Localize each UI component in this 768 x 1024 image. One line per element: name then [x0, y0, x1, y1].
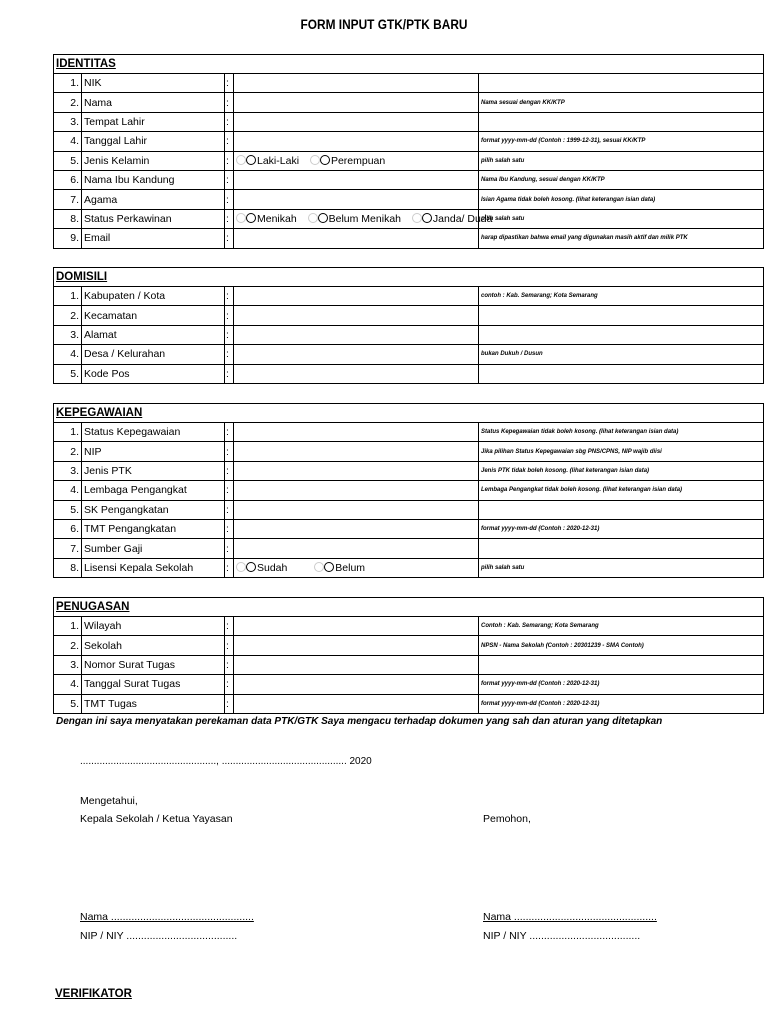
radio-label: Laki-Laki: [257, 154, 300, 167]
field-note: [479, 364, 764, 383]
radio-label: Menikah: [257, 212, 297, 225]
radio-menikah[interactable]: [236, 210, 297, 228]
row-number: 4.: [54, 345, 82, 364]
radio-shadow-icon: [314, 562, 324, 572]
field-label: Lembaga Pengangkat: [82, 481, 225, 500]
field-label: Status Kepegawaian: [82, 423, 225, 442]
nama-ibu-field[interactable]: [234, 170, 479, 189]
kabupaten-field[interactable]: [234, 287, 479, 306]
table-row: [54, 190, 763, 209]
row-number: 6.: [54, 519, 82, 538]
table-row: [54, 325, 763, 344]
row-number: 1.: [54, 617, 82, 636]
field-label: Sekolah: [82, 636, 225, 655]
table-row: [54, 229, 763, 248]
table-row: [54, 364, 763, 383]
alamat-field[interactable]: [234, 325, 479, 344]
colon: :: [225, 461, 234, 480]
row-number: 4.: [54, 132, 82, 151]
colon: :: [225, 209, 234, 228]
field-label: Status Perkawinan: [82, 209, 225, 228]
row-number: 2.: [54, 93, 82, 112]
radio-shadow-icon: [310, 155, 320, 165]
radio-circle-icon: [246, 213, 256, 223]
pemohon-label: Pemohon,: [483, 813, 531, 825]
table-row: [54, 345, 763, 364]
field-note: Nama sesuai dengan KK/KTP: [479, 93, 764, 112]
field-label: Agama: [82, 190, 225, 209]
radio-label: Janda/ Duda: [432, 212, 493, 225]
field-label: Jenis PTK: [82, 461, 225, 480]
field-note: bukan Dukuh / Dusun: [479, 345, 764, 364]
colon: :: [225, 287, 234, 306]
nip-field[interactable]: [234, 442, 479, 461]
field-label: TMT Tugas: [82, 694, 225, 713]
kode-pos-field[interactable]: [234, 364, 479, 383]
field-note: [479, 500, 764, 519]
table-row: [54, 209, 763, 228]
jenis-ptk-field[interactable]: [234, 461, 479, 480]
colon: :: [225, 500, 234, 519]
section-title: PENUGASAN: [54, 598, 763, 617]
field-note: Jenis PTK tidak boleh kosong. (lihat keterangan isian data): [479, 461, 764, 480]
row-number: 5.: [54, 500, 82, 519]
colon: :: [225, 442, 234, 461]
domisili-table: [54, 287, 763, 383]
radio-laki-laki[interactable]: [236, 152, 299, 170]
tanggal-surat-tugas-field[interactable]: [234, 675, 479, 694]
radio-shadow-icon: [412, 213, 422, 223]
radio-label: Belum Menikah: [328, 212, 401, 225]
field-note: NPSN - Nama Sekolah (Contoh : 20301239 - SMA Contoh): [479, 636, 764, 655]
radio-sudah[interactable]: [236, 559, 287, 577]
table-row: [54, 539, 763, 558]
field-note: pilih salah satu: [479, 558, 764, 577]
wilayah-field[interactable]: [234, 617, 479, 636]
field-note: pilih salah satu: [479, 151, 764, 170]
declaration-text: Dengan ini saya menyatakan perekaman data PTK/GTK Saya mengacu terhadap dokumen yang sah dan aturan yang ditetapkan: [56, 716, 663, 727]
colon: :: [225, 325, 234, 344]
row-number: 1.: [54, 287, 82, 306]
field-note: [479, 306, 764, 325]
kecamatan-field[interactable]: [234, 306, 479, 325]
table-row: [54, 442, 763, 461]
table-row: [54, 461, 763, 480]
field-label: Wilayah: [82, 617, 225, 636]
table-row: [54, 655, 763, 674]
tempat-lahir-field[interactable]: [234, 112, 479, 131]
section-title: DOMISILI: [54, 268, 763, 287]
identitas-table: [54, 74, 763, 248]
row-number: 8.: [54, 209, 82, 228]
table-row: [54, 519, 763, 538]
colon: :: [225, 190, 234, 209]
tanggal-lahir-field[interactable]: [234, 132, 479, 151]
field-note: [479, 112, 764, 131]
table-row: [54, 636, 763, 655]
field-note: format yyyy-mm-dd (Contoh : 2020-12-31): [479, 694, 764, 713]
field-label: Email: [82, 229, 225, 248]
field-note: Contoh : Kab. Semarang; Kota Semarang: [479, 617, 764, 636]
radio-belum[interactable]: [314, 559, 365, 577]
row-number: 8.: [54, 558, 82, 577]
sumber-gaji-field[interactable]: [234, 539, 479, 558]
tmt-tugas-field[interactable]: [234, 694, 479, 713]
sekolah-field[interactable]: [234, 636, 479, 655]
field-label: Kode Pos: [82, 364, 225, 383]
field-label: SK Pengangkatan: [82, 500, 225, 519]
colon: :: [225, 151, 234, 170]
lisensi-options: [234, 558, 479, 577]
radio-shadow-icon: [236, 562, 246, 572]
colon: :: [225, 519, 234, 538]
field-note: Status Kepegawaian tidak boleh kosong. (lihat keterangan isian data): [479, 423, 764, 442]
radio-belum-menikah[interactable]: [308, 210, 401, 228]
colon: :: [225, 112, 234, 131]
table-row: [54, 132, 763, 151]
field-note: harap dipastikan bahwa email yang digunakan masih aktif dan milik PTK: [479, 229, 764, 248]
colon: :: [225, 345, 234, 364]
right-nama-line: Nama .................................................: [483, 911, 657, 923]
colon: :: [225, 306, 234, 325]
field-label: Kabupaten / Kota: [82, 287, 225, 306]
radio-circle-icon: [422, 213, 432, 223]
penugasan-table: [54, 617, 763, 713]
row-number: 7.: [54, 190, 82, 209]
field-label: Sumber Gaji: [82, 539, 225, 558]
email-field[interactable]: [234, 229, 479, 248]
field-label: Nama: [82, 93, 225, 112]
colon: :: [225, 132, 234, 151]
row-number: 6.: [54, 170, 82, 189]
row-number: 2.: [54, 442, 82, 461]
row-number: 4.: [54, 675, 82, 694]
field-note: Isian Agama tidak boleh kosong. (lihat keterangan isian data): [479, 190, 764, 209]
table-row: [54, 558, 763, 577]
field-label: Desa / Kelurahan: [82, 345, 225, 364]
table-row: [54, 423, 763, 442]
agama-field[interactable]: [234, 190, 479, 209]
date-line: ................................................., ............................................. 2020: [80, 756, 372, 767]
field-label: NIK: [82, 74, 225, 93]
table-row: [54, 306, 763, 325]
table-row: [54, 93, 763, 112]
row-number: 3.: [54, 461, 82, 480]
colon: :: [225, 481, 234, 500]
jenis-kelamin-options: [234, 151, 479, 170]
mengetahui-label: Mengetahui,: [80, 795, 138, 807]
radio-shadow-icon: [236, 213, 246, 223]
field-label: Lisensi Kepala Sekolah: [82, 558, 225, 577]
field-note: [479, 325, 764, 344]
table-row: [54, 617, 763, 636]
table-row: [54, 481, 763, 500]
kepala-sekolah-label: Kepala Sekolah / Ketua Yayasan: [80, 813, 233, 825]
nama-field[interactable]: [234, 93, 479, 112]
right-nip-line: NIP / NIY ......................................: [483, 930, 641, 942]
section-title: IDENTITAS: [54, 55, 763, 74]
row-number: 5.: [54, 694, 82, 713]
field-label: Nama Ibu Kandung: [82, 170, 225, 189]
field-note: format yyyy-mm-dd (Contoh : 2020-12-31): [479, 519, 764, 538]
section-kepegawaian: [53, 403, 764, 578]
row-number: 4.: [54, 481, 82, 500]
colon: :: [225, 655, 234, 674]
colon: :: [225, 694, 234, 713]
field-note: format yyyy-mm-dd (Contoh : 2020-12-31): [479, 675, 764, 694]
field-note: [479, 74, 764, 93]
field-label: Tempat Lahir: [82, 112, 225, 131]
radio-label: Sudah: [257, 561, 288, 574]
table-row: [54, 74, 763, 93]
field-note: Jika pilihan Status Kepegawaian sbg PNS/CPNS, NIP wajib diisi: [479, 442, 764, 461]
colon: :: [225, 675, 234, 694]
field-note: [479, 539, 764, 558]
colon: :: [225, 539, 234, 558]
verifikator-heading: VERIFIKATOR: [55, 988, 132, 1000]
field-note: Lembaga Pengangkat tidak boleh kosong. (lihat keterangan isian data): [479, 481, 764, 500]
field-label: TMT Pengangkatan: [82, 519, 225, 538]
radio-circle-icon: [246, 562, 256, 572]
row-number: 3.: [54, 112, 82, 131]
page-title: FORM INPUT GTK/PTK BARU: [300, 17, 468, 32]
field-note: [479, 655, 764, 674]
sk-pengangkatan-field[interactable]: [234, 500, 479, 519]
field-label: Tanggal Surat Tugas: [82, 675, 225, 694]
section-penugasan: [53, 597, 764, 714]
table-row: [54, 151, 763, 170]
row-number: 2.: [54, 306, 82, 325]
row-number: 3.: [54, 655, 82, 674]
field-label: NIP: [82, 442, 225, 461]
table-row: [54, 694, 763, 713]
colon: :: [225, 558, 234, 577]
section-title: KEPEGAWAIAN: [54, 404, 763, 423]
table-row: [54, 500, 763, 519]
radio-label: Belum: [335, 561, 366, 574]
field-label: Tanggal Lahir: [82, 132, 225, 151]
field-note: Nama Ibu Kandung, sesuai dengan KK/KTP: [479, 170, 764, 189]
radio-perempuan[interactable]: [310, 152, 385, 170]
status-kepegawaian-field[interactable]: [234, 423, 479, 442]
row-number: 5.: [54, 151, 82, 170]
row-number: 2.: [54, 636, 82, 655]
tmt-pengangkatan-field[interactable]: [234, 519, 479, 538]
field-note: contoh : Kab. Semarang; Kota Semarang: [479, 287, 764, 306]
colon: :: [225, 74, 234, 93]
desa-field[interactable]: [234, 345, 479, 364]
status-perkawinan-options: [234, 209, 493, 228]
kepegawaian-table: [54, 423, 763, 577]
nomor-surat-tugas-field[interactable]: [234, 655, 479, 674]
colon: :: [225, 170, 234, 189]
table-row: [54, 675, 763, 694]
field-note: format yyyy-mm-dd (Contoh : 1999-12-31), sesuai KK/KTP: [479, 132, 764, 151]
radio-circle-icon: [320, 155, 330, 165]
table-row: [54, 287, 763, 306]
field-label: Jenis Kelamin: [82, 151, 225, 170]
radio-shadow-icon: [236, 155, 246, 165]
colon: :: [225, 423, 234, 442]
field-note: pilih salah satu: [479, 209, 764, 228]
row-number: 1.: [54, 74, 82, 93]
radio-circle-icon: [318, 213, 328, 223]
colon: :: [225, 636, 234, 655]
row-number: 3.: [54, 325, 82, 344]
radio-circle-icon: [246, 155, 256, 165]
colon: :: [225, 229, 234, 248]
row-number: 1.: [54, 423, 82, 442]
colon: :: [225, 364, 234, 383]
radio-label: Perempuan: [330, 154, 386, 167]
field-label: Alamat: [82, 325, 225, 344]
colon: :: [225, 617, 234, 636]
table-row: [54, 170, 763, 189]
radio-shadow-icon: [308, 213, 318, 223]
table-row: [54, 112, 763, 131]
radio-circle-icon: [324, 562, 334, 572]
row-number: 9.: [54, 229, 82, 248]
row-number: 5.: [54, 364, 82, 383]
row-number: 7.: [54, 539, 82, 558]
lembaga-pengangkat-field[interactable]: [234, 481, 479, 500]
section-domisili: [53, 267, 764, 384]
colon: :: [225, 93, 234, 112]
field-label: Kecamatan: [82, 306, 225, 325]
section-identitas: [53, 54, 764, 249]
left-nip-line: NIP / NIY ......................................: [80, 930, 238, 942]
nik-field[interactable]: [234, 74, 479, 93]
field-label: Nomor Surat Tugas: [82, 655, 225, 674]
left-nama-line: Nama .................................................: [80, 911, 254, 923]
